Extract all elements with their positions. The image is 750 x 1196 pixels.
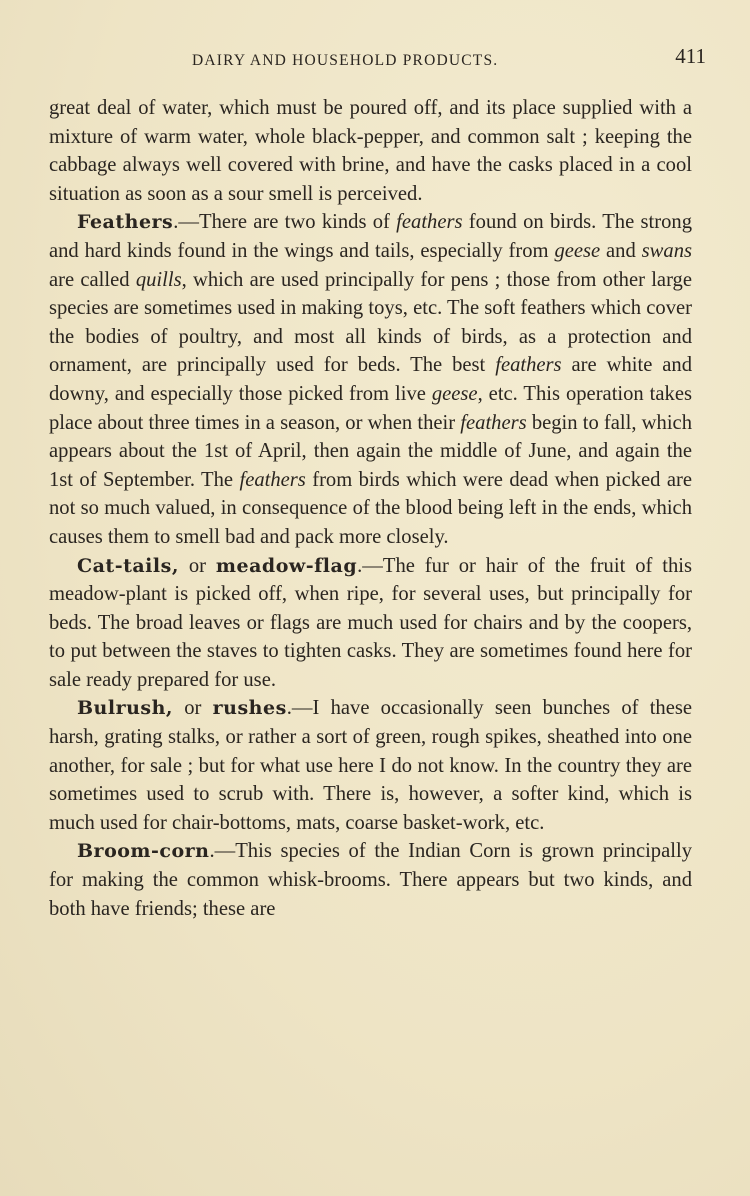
- entry-heading-cat-tails: Cat-tails,: [77, 554, 179, 577]
- paragraph-continuation: great deal of water, which must be poured off, and its place supplied with a mixture of warm water, whole black-pepper, and common salt ; keeping the cabbage always well covered with brine, and have the casks placed in a cool situation as soon as a sour smell is perceived.: [49, 97, 692, 205]
- paragraph-bulrush: Bulrush, or rushes.—I have occasionally seen bunches of these harsh, grating stalks, or rather a sort of green, rough spikes, sheathed into one another, for sale ; but for what use here I do not know. In the country they are sometimes used to scrub with. There is, however, a softer kind, which is much used for chair-bottoms, mats, coarse basket-work, etc.: [49, 697, 693, 834]
- running-title: DAIRY AND HOUSEHOLD PRODUCTS.: [192, 52, 499, 69]
- body-text: [49, 94, 692, 923]
- entry-heading-feathers: Feathers: [77, 211, 174, 234]
- entry-heading-rushes: rushes: [212, 697, 287, 720]
- paragraph-broom-corn: Broom-corn.—This species of the Indian Corn is grown principally for making the common whisk-brooms. There appears but two kinds, and both have friends; these are: [49, 840, 692, 920]
- entry-heading-broom-corn: Broom-corn: [77, 840, 210, 863]
- paragraph-cat-tails: Cat-tails, or meadow-flag.—The fur or hair of the fruit of this meadow-plant is picked off, when ripe, for several uses, but principally for beds. The broad leaves or flags are much used for chairs and by the coopers, to put between the staves to tighten casks. They are sometimes found here for sale ready prepared for use.: [49, 554, 693, 691]
- entry-heading-meadow-flag: meadow-flag: [215, 554, 358, 577]
- entry-heading-bulrush: Bulrush,: [77, 697, 174, 720]
- page-number: 411: [675, 44, 706, 68]
- running-header: [49, 40, 706, 74]
- paragraph-feathers: Feathers.—There are two kinds of feathers found on birds. The strong and hard kinds found in the wings and tails, especially from geese and swans are called quills, which are used principally for pens ; those from other large species are sometimes used in making toys, etc. The soft feathers which cover the bodies of poultry, and most all kinds of birds, as a protection and ornament, are principally used for beds. The best feathers are white and downy, and especially those picked from live geese, etc. This operation takes place about three times in a season, or when their feathers begin to fall, which appears about the 1st of April, then again the middle of June, and again the 1st of September. The feathers from birds which were dead when picked are not so much valued, in consequence of the blood being left in the ends, which causes them to smell bad and pack more closely.: [49, 211, 693, 548]
